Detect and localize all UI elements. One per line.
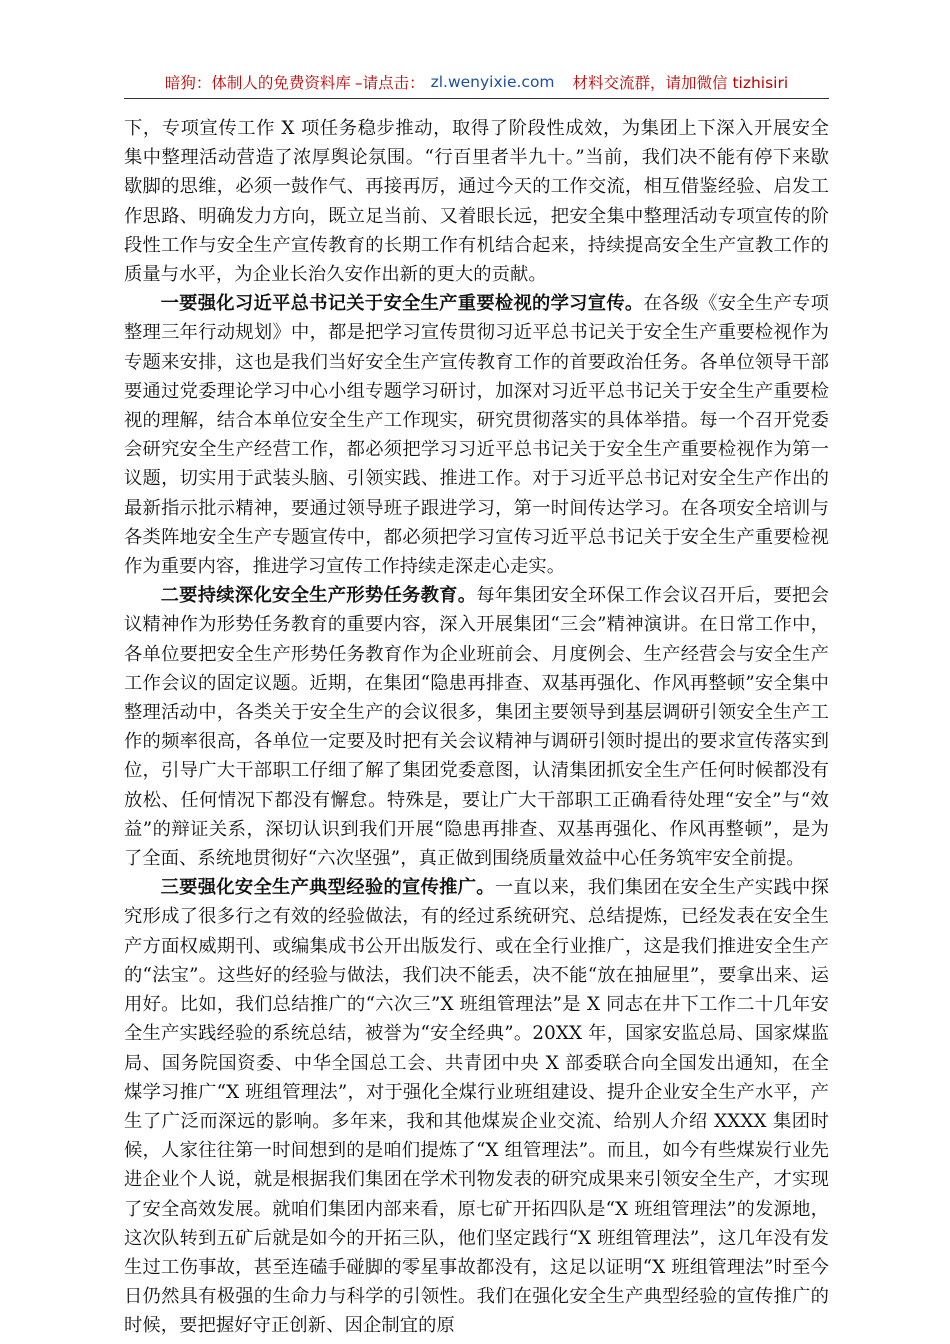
paragraph-text: 下，专项宣传工作 X 项任务稳步推动，取得了阶段性成效，为集团上下深入开展安全集中整理活动营造了浓厚舆论氛围。“行百里者半九十。”当前，我们决不能有停下来歇歇脚的思维，必须一鼓作气、再接再厉，通过今天的工作交流，相互借鉴经验、启发工作思路、明确发力方向，既立足当前、又着眼长远，把安全集中整理活动专项宣传的阶段性工作与安全生产宣传教育的长期工作有机结合起来，持续提高安全生产宣教工作的质量与水平，为企业长治久安作出新的更大的贡献。 [124, 118, 829, 286]
header-brand: 暗狗：体制人的免费资料库 [164, 74, 351, 92]
header-link[interactable]: zl.wenyixie.com [430, 73, 555, 91]
page-header [124, 68, 829, 96]
header-group-info: 材料交流群，请加微信 tizhisiri [572, 74, 789, 92]
paragraph-text: 一直以来，我们集团在安全生产实践中探究形成了很多行之有效的经验做法，有的经过系统研究、总结提炼，已经发表在安全生产方面权威期刊、或编集成书公开出版发行、或在全行业推广，这是我们推进安全生产的“法宝”。这些好的经验与做法，我们决不能丢，决不能“放在抽屉里”，要拿出来、运用好。比如，我们总结推广的“六次三”X 班组管理法”是 X 同志在井下工作二十几年安全生产实践经验的系统总结，被誉为“安全经典”。20XX 年，国家安监总局、国家煤监局、国务院国资委、中华全国总工会、共青团中央 X 部委联合向全国发出通知，在全煤学习推广“X 班组管理法”，对于强化全煤行业班组建设、提升企业安全生产水平，产生了广泛而深远的影响。多年来，我和其他煤炭企业交流、给别人介绍 XXXX 集团时候，人家往往第一时间想到的是咱们提炼了“X 组管理法”。而且，如今有些煤炭行业先进企业个人说，就是根据我们集团在学术刊物发表的研究成果来引领安全生产，才实现了安全高效发展。就咱们集团内部来看，原七矿开拓四队是“X 班组管理法”的发源地，这次队转到五矿后就是如今的开拓三队，他们坚定践行“X 班组管理法”，这几年没有发生过工伤事故，甚至连磕手碰脚的零星事故都没有，这足以证明“X 班组管理法”时至今日仍然具有极强的生命力与科学的引领性。我们在强化安全生产典型经验的宣传推广的时候，要把握好守正创新、因企制宜的原 [124, 877, 829, 1337]
paragraph-point-1 [124, 289, 829, 581]
paragraph-heading: 三要强化安全生产典型经验的宣传推广。 [160, 877, 495, 899]
paragraph-heading: 一要强化习近平总书记关于安全生产重要检视的学习宣传。 [160, 293, 644, 315]
header-rule [124, 98, 829, 99]
paragraph-point-2 [124, 581, 829, 873]
paragraph-text: 在各级《安全生产专项整理三年行动规划》中，都是把学习宣传贯彻习近平总书记关于安全生产重要检视作为专题来安排，这也是我们当好安全生产宣传教育工作的首要政治任务。各单位领导干部要通过党委理论学习中心小组专题学习研讨，加深对习近平总书记关于安全生产重要检视的理解，结合本单位安全生产工作现实，研究贯彻落实的具体举措。每一个召开党委会研究安全生产经营工作，都必须把学习习近平总书记关于安全生产重要检视作为第一议题，切实用于武装头脑、引领实践、推进工作。对于习近平总书记对安全生产作出的最新指示批示精神，要通过领导班子跟进学习，第一时间传达学习。在各项安全培训与各类阵地安全生产专题宣传中，都必须把学习宣传习近平总书记关于安全生产重要检视作为重要内容，推进学习宣传工作持续走深走心走实。 [124, 293, 829, 578]
header-separator: –请点击： [354, 74, 425, 92]
paragraph-continuation [124, 114, 829, 289]
paragraph-point-3 [124, 873, 829, 1340]
paragraph-text: 每年集团安全环保工作会议召开后，要把会议精神作为形势任务教育的重要内容，深入开展集团“三会”精神演讲。在日常工作中，各单位要把安全生产形势任务教育作为企业班前会、月度例会、生产经营会与安全生产工作会议的固定议题。近期，在集团“隐患再排查、双基再强化、作风再整顿”安全集中整理活动中，各类关于安全生产的会议很多，集团主要领导到基层调研引领安全生产工作的频率很高，各单位一定要及时把有关会议精神与调研引领时提出的要求宣传落实到位，引导广大干部职工仔细了解了集团党委意图，认清集团抓安全生产任何时候都没有放松、任何情况下都没有懈怠。特殊是，要让广大干部职工正确看待处理“安全”与“效益”的辩证关系，深切认识到我们开展“隐患再排查、双基再强化、作风再整顿”，是为了全面、系统地贯彻好“六次坚强”，真正做到围绕质量效益中心任务筑牢安全前提。 [124, 585, 830, 870]
document-body [124, 114, 829, 1341]
paragraph-heading: 二要持续深化安全生产形势任务教育。 [160, 585, 477, 607]
